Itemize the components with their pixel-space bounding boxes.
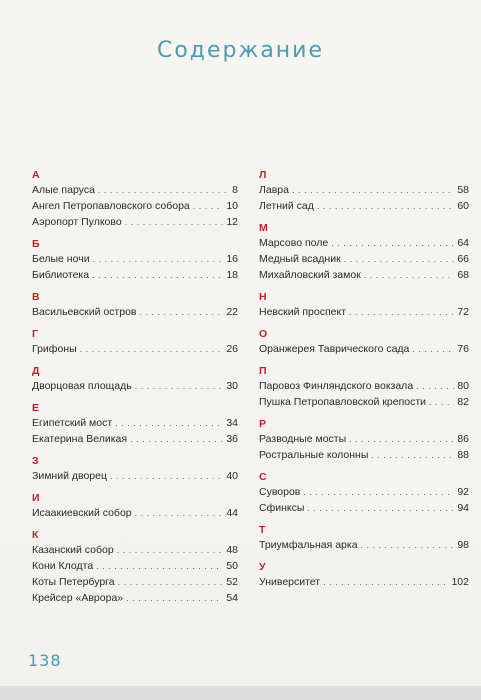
dot-leader: [80, 341, 224, 357]
entry-page-number: 94: [457, 502, 469, 514]
toc-section: [259, 561, 469, 590]
dot-leader: [130, 431, 223, 447]
dot-leader: [307, 500, 454, 516]
dot-leader: [135, 378, 224, 394]
toc-entry[interactable]: [259, 304, 469, 320]
entry-title: Марсово поле: [259, 237, 329, 249]
toc-entry[interactable]: [32, 542, 238, 558]
section-letter: А: [32, 169, 40, 181]
entry-title: Египетский мост: [32, 417, 113, 429]
page-title: Содержание: [156, 38, 325, 63]
entry-page-number: 66: [457, 253, 469, 265]
entry-title: Коты Петербурга: [32, 576, 115, 588]
toc-entry[interactable]: [259, 267, 469, 283]
toc-entry[interactable]: [32, 468, 238, 484]
dot-leader: [115, 415, 223, 431]
entry-page-number: 76: [457, 343, 469, 355]
entry-page-number: 92: [457, 486, 469, 498]
toc-entry[interactable]: [32, 574, 238, 590]
entry-page-number: 86: [457, 433, 469, 445]
entry-title: Казанский собор: [32, 544, 114, 556]
entry-title: Белые ночи: [32, 253, 90, 265]
dot-leader: [371, 447, 454, 463]
entry-page-number: 40: [226, 470, 238, 482]
dot-leader: [349, 431, 454, 447]
toc-entry[interactable]: [259, 431, 469, 447]
entry-title: Ангел Петропавловского собора: [32, 200, 190, 212]
entry-page-number: 58: [457, 184, 469, 196]
toc-entry[interactable]: [259, 447, 469, 463]
toc-entry[interactable]: [32, 415, 238, 431]
section-letter: Е: [32, 402, 40, 414]
toc-entry[interactable]: [32, 505, 238, 521]
toc-section: [32, 238, 238, 283]
toc-section: [32, 169, 238, 230]
toc-entry[interactable]: [259, 537, 469, 553]
dot-leader: [118, 574, 224, 590]
entry-page-number: 80: [457, 380, 469, 392]
dot-leader: [92, 267, 223, 283]
entry-page-number: 54: [226, 592, 238, 604]
dot-leader: [349, 304, 454, 320]
toc-entry[interactable]: [32, 341, 238, 357]
entry-page-number: 16: [226, 253, 238, 265]
toc-entry[interactable]: [32, 590, 238, 606]
entry-title: Аэропорт Пулково: [32, 216, 122, 228]
dot-leader: [98, 182, 229, 198]
section-letter: К: [32, 529, 39, 541]
dot-leader: [96, 558, 223, 574]
entry-page-number: 82: [457, 396, 469, 408]
dot-leader: [364, 267, 455, 283]
toc-entry[interactable]: [32, 431, 238, 447]
toc-column-right: [259, 169, 469, 590]
dot-leader: [110, 468, 223, 484]
toc-section: [32, 291, 238, 320]
entry-title: Ростральные колонны: [259, 449, 369, 461]
entry-title: Пушка Петропавловской крепости: [259, 396, 427, 408]
entry-title: Грифоны: [32, 343, 77, 355]
entry-title: Паровоз Финляндского вокзала: [259, 380, 414, 392]
section-letter: Н: [259, 291, 267, 303]
dot-leader: [126, 590, 223, 606]
toc-entry[interactable]: [259, 251, 469, 267]
entry-page-number: 12: [226, 216, 238, 228]
dot-leader: [117, 542, 224, 558]
entry-page-number: 102: [451, 576, 469, 588]
dot-leader: [416, 378, 454, 394]
toc-section: [259, 169, 469, 214]
toc-entry[interactable]: [32, 558, 238, 574]
entry-title: Невский проспект: [259, 306, 347, 318]
section-letter: П: [259, 365, 267, 377]
dot-leader: [429, 394, 454, 410]
section-letter: М: [259, 222, 268, 234]
entry-title: Зимний дворец: [32, 470, 107, 482]
section-letter: Т: [259, 524, 266, 536]
toc-section: [32, 328, 238, 357]
toc-entry[interactable]: [32, 378, 238, 394]
toc-entry[interactable]: [259, 394, 469, 410]
entry-page-number: 72: [457, 306, 469, 318]
toc-entry[interactable]: [32, 251, 238, 267]
toc-section: [32, 492, 238, 521]
entry-page-number: 10: [226, 200, 238, 212]
toc-entry[interactable]: [259, 574, 469, 590]
toc-section: [32, 455, 238, 484]
toc-section: [32, 529, 238, 606]
entry-page-number: 44: [226, 507, 238, 519]
section-letter: Л: [259, 169, 267, 181]
dot-leader: [135, 505, 224, 521]
section-letter: И: [32, 492, 40, 504]
section-letter: Г: [32, 328, 38, 340]
toc-section: [32, 402, 238, 447]
entry-title: Алые паруса: [32, 184, 95, 196]
toc-entry[interactable]: [32, 198, 238, 214]
entry-page-number: 34: [226, 417, 238, 429]
toc-entry[interactable]: [259, 484, 469, 500]
dot-leader: [412, 341, 454, 357]
page-number: 138: [28, 651, 62, 670]
entry-title: Исаакиевский собор: [32, 507, 132, 519]
toc-entry[interactable]: [259, 500, 469, 516]
entry-page-number: 22: [226, 306, 238, 318]
entry-title: Суворов: [259, 486, 301, 498]
toc-entry[interactable]: [259, 378, 469, 394]
toc-section: [259, 291, 469, 320]
entry-title: Кони Клодта: [32, 560, 94, 572]
dot-leader: [317, 198, 454, 214]
section-letter: О: [259, 328, 268, 340]
entry-title: Крейсер «Аврора»: [32, 592, 124, 604]
dot-leader: [125, 214, 224, 230]
entry-title: Михайловский замок: [259, 269, 361, 281]
dot-leader: [140, 304, 224, 320]
section-letter: У: [259, 561, 266, 573]
entry-page-number: 88: [457, 449, 469, 461]
toc-entry[interactable]: [32, 267, 238, 283]
entry-title: Сфинксы: [259, 502, 305, 514]
entry-title: Разводные мосты: [259, 433, 347, 445]
toc-entry[interactable]: [259, 235, 469, 251]
dot-leader: [331, 235, 454, 251]
entry-page-number: 18: [226, 269, 238, 281]
dot-leader: [361, 537, 455, 553]
entry-page-number: 8: [232, 184, 238, 196]
bottom-band: [0, 686, 481, 700]
section-letter: Б: [32, 238, 40, 250]
section-letter: В: [32, 291, 40, 303]
entry-page-number: 60: [457, 200, 469, 212]
entry-title: Библиотека: [32, 269, 90, 281]
toc-section: [259, 222, 469, 283]
toc-entry[interactable]: [259, 182, 469, 198]
section-letter: Р: [259, 418, 267, 430]
entry-title: Университет: [259, 576, 321, 588]
entry-title: Медный всадник: [259, 253, 341, 265]
toc-entry[interactable]: [32, 182, 238, 198]
entry-page-number: 64: [457, 237, 469, 249]
entry-page-number: 68: [457, 269, 469, 281]
entry-title: Дворцовая площадь: [32, 380, 132, 392]
toc-entry[interactable]: [32, 304, 238, 320]
section-letter: Д: [32, 365, 40, 377]
entry-title: Триумфальная арка: [259, 539, 358, 551]
section-letter: С: [259, 471, 267, 483]
entry-page-number: 98: [457, 539, 469, 551]
dot-leader: [323, 574, 448, 590]
entry-page-number: 50: [226, 560, 238, 572]
entry-title: Васильевский остров: [32, 306, 137, 318]
toc-section: [32, 365, 238, 394]
toc-section: [259, 418, 469, 463]
entry-page-number: 30: [226, 380, 238, 392]
dot-leader: [93, 251, 224, 267]
entry-page-number: 48: [226, 544, 238, 556]
entry-title: Летний сад: [259, 200, 314, 212]
entry-page-number: 52: [226, 576, 238, 588]
entry-title: Екатерина Великая: [32, 433, 128, 445]
toc-entry[interactable]: [32, 214, 238, 230]
toc-section: [259, 524, 469, 553]
dot-leader: [344, 251, 455, 267]
toc-section: [259, 365, 469, 410]
toc-column-left: [32, 169, 238, 606]
toc-entry[interactable]: [259, 198, 469, 214]
entry-title: Оранжерея Таврического сада: [259, 343, 410, 355]
dot-leader: [303, 484, 454, 500]
dot-leader: [193, 198, 224, 214]
toc-section: [259, 328, 469, 357]
section-letter: З: [32, 455, 39, 467]
toc-entry[interactable]: [259, 341, 469, 357]
dot-leader: [292, 182, 454, 198]
toc-section: [259, 471, 469, 516]
entry-page-number: 36: [226, 433, 238, 445]
entry-page-number: 26: [226, 343, 238, 355]
entry-title: Лавра: [259, 184, 289, 196]
